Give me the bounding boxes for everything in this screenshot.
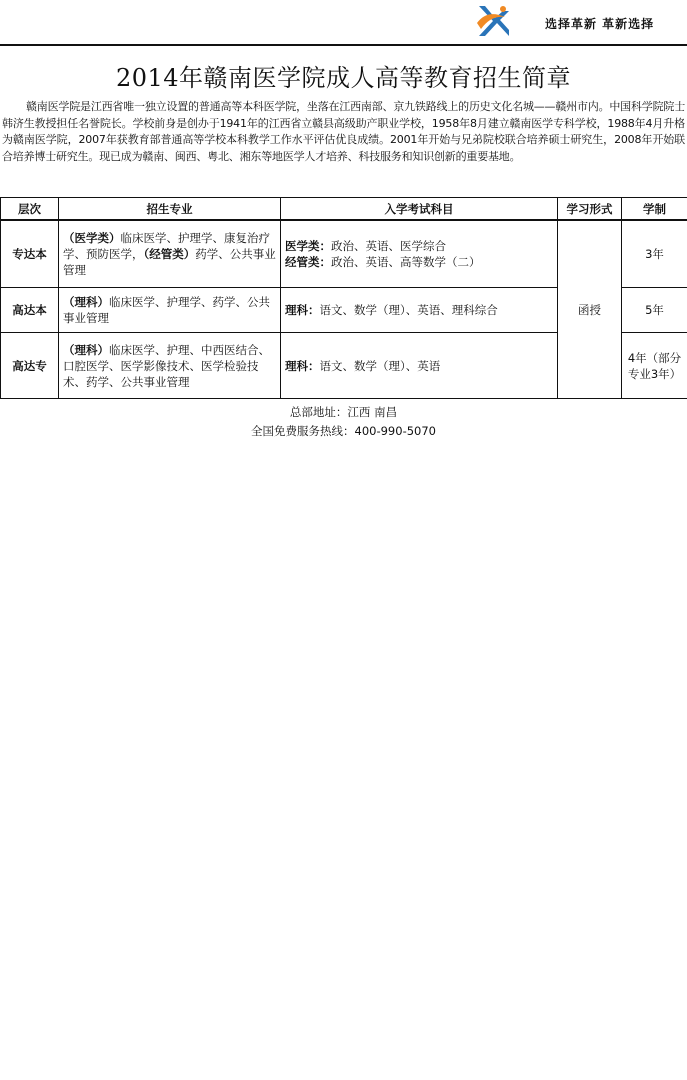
duration-cell: 4年（部分专业3年） [622,333,687,399]
subject-text: 政治、英语、医学综合 [331,239,446,253]
major-tag: （医学类） [63,231,121,245]
major-text: 临床医学、护理学、康复治疗学、预防医学， [63,231,270,261]
slogan-text: 选择革新 革新选择 [545,17,655,31]
header-major: 招生专业 [59,198,281,221]
major-text: 药学、公共事业管理 [63,247,276,277]
page-title: 2014年赣南医学院成人高等教育招生简章 [115,64,572,92]
subject-text: 语文、数学（理）、英语 [319,358,441,373]
header-study-form: 学习形式 [558,198,622,221]
header-subjects: 入学考试科目 [281,198,558,221]
duration-cell: 3年 [622,220,687,288]
major-cell [59,288,281,333]
subjects-cell [281,220,558,288]
header-level: 层次 [1,198,59,221]
subject-text: 政治、英语、高等数学（二） [331,255,481,269]
subjects-cell [281,333,558,399]
subject-tag: 经管类： [285,255,331,269]
subject-tag: 医学类： [285,239,331,253]
address-text: 总部地址：江西 南昌 [289,405,398,419]
major-tag: （经管类） [143,247,196,261]
intro-paragraph: 赣南医学院是江西省唯一独立设置的普通高等本科医学院，坐落在江西南部、京九铁路线上的历史文化名城——赣州市内。中国科学院院士韩济生教授担任名誉院长。学校前身是创办于1941年的江西省立赣县高级助产职业学校，1958年8月建立赣南医学专科学校，1988年4月升格为赣南医学院，2007年获教育部普通高等学校本科教学工作水平评估优良成绩。2001年开始与兄弟院校联合培养硕士研究生，2008年开始联合培养博士研究生。现已成为赣南、闽西、粤北、湘东等地医学人才培养、科技服务和知识创新的重要基地。 [2,100,685,163]
page-header [0,0,687,47]
major-text: 临床医学、护理学、药学、公共事业管理 [63,295,270,325]
major-tag: （理科） [63,295,109,309]
level-cell: 高达专 [1,333,59,399]
enrollment-table [0,197,687,399]
major-tag: （理科） [63,342,109,357]
level-cell: 高达本 [1,288,59,333]
major-text: 临床医学、护理、中西医结合、口腔医学、医学影像技术、医学检验技术、药学、公共事业管理 [63,342,270,389]
subject-tag: 理科： [285,358,320,373]
header-divider [0,44,687,46]
logo-icon [473,3,511,39]
subject-text: 语文、数学（理）、英语、理科综合 [319,303,498,317]
table-header-row [1,198,687,221]
duration-cell: 5年 [622,288,687,333]
subjects-cell [281,288,558,333]
level-cell: 专达本 [1,220,59,288]
header-duration: 学制 [622,198,687,221]
major-cell [59,333,281,399]
study-form-cell: 函授 [558,220,622,399]
hotline-text: 全国免费服务热线：400-990-5070 [251,424,436,438]
major-cell [59,220,281,288]
subject-tag: 理科： [285,303,320,317]
table-row [1,220,687,288]
